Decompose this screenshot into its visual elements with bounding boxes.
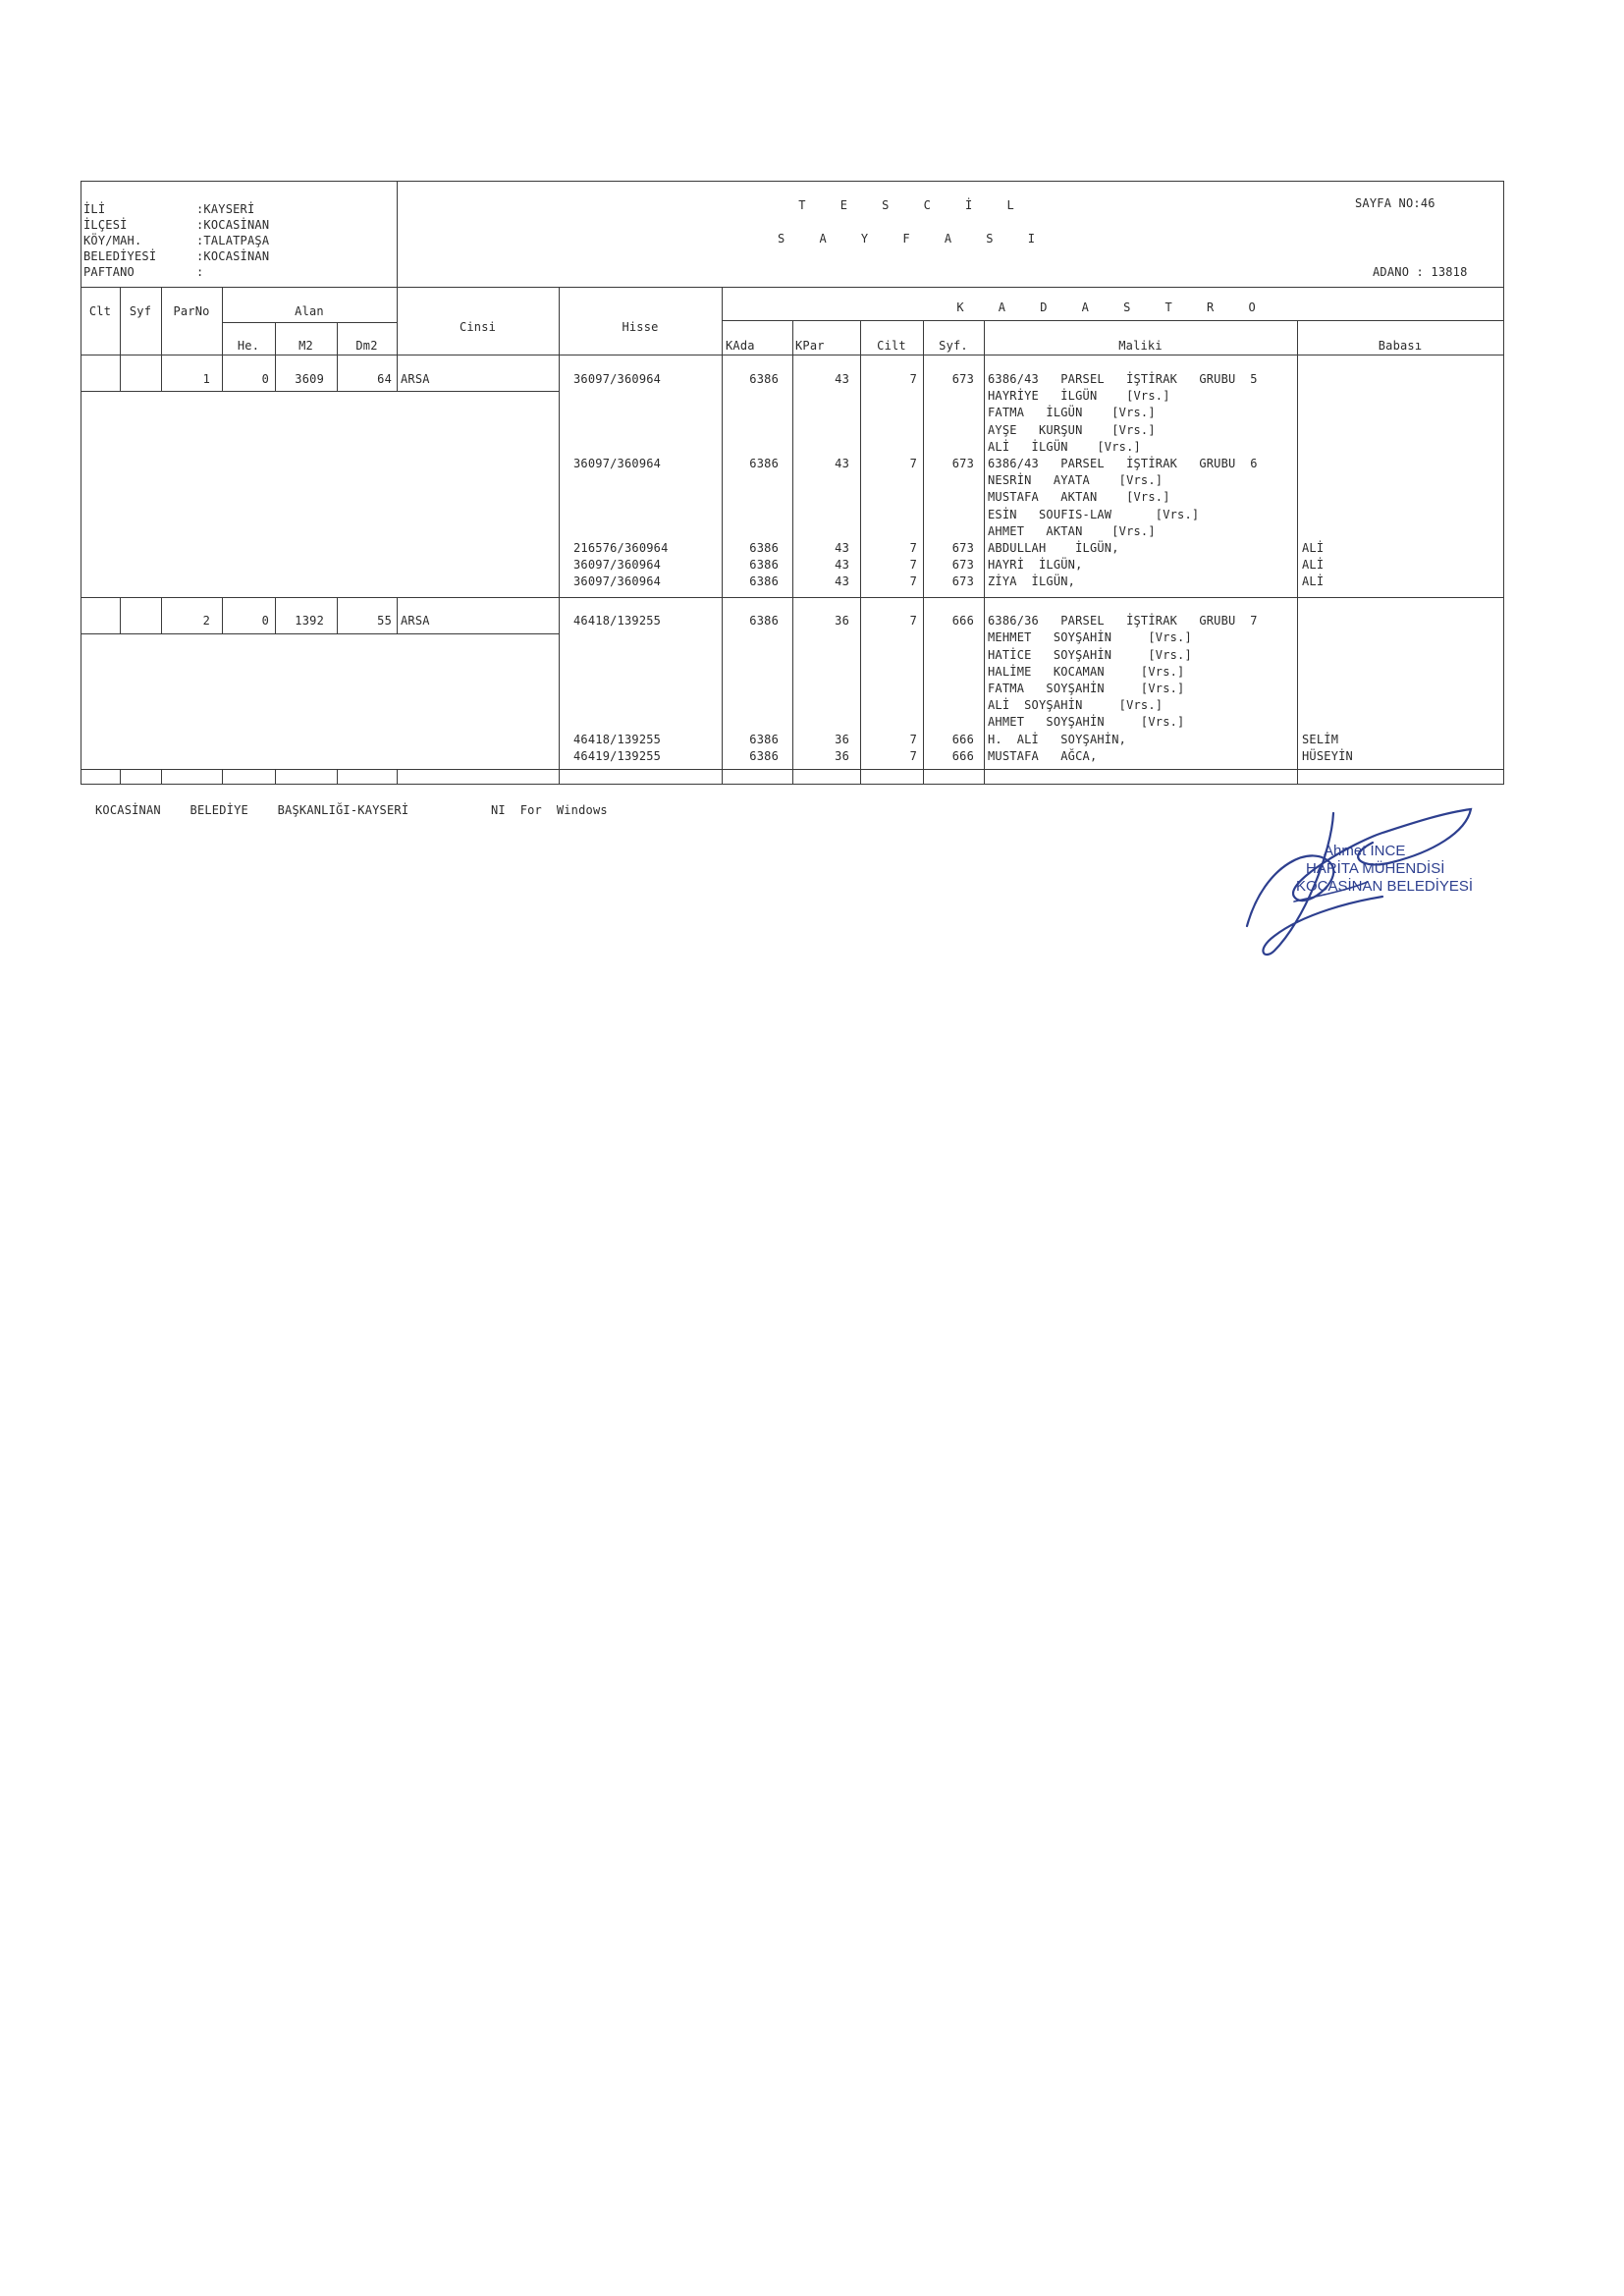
- maliki-cell: 6386/36 PARSEL İŞTİRAK GRUBU 7: [988, 614, 1258, 628]
- babasi-cell: ALİ: [1302, 574, 1325, 588]
- cilt-cell: 7: [909, 541, 917, 555]
- document-title-line2: S A Y F A S I: [778, 232, 1049, 246]
- kada-cell: 6386: [749, 372, 779, 386]
- parcel-cinsi: ARSA: [401, 614, 430, 628]
- kpar-cell: 43: [835, 541, 849, 555]
- col-line-m2-3: [337, 769, 338, 784]
- maliki-cell: H. ALİ SOYŞAHİN,: [988, 733, 1127, 746]
- col-line-clt-3: [120, 769, 121, 784]
- cilt-cell: 7: [909, 749, 917, 763]
- maliki-cell: ALİ İLGÜN [Vrs.]: [988, 440, 1141, 454]
- maliki-cell: AHMET SOYŞAHİN [Vrs.]: [988, 715, 1185, 729]
- stamp-organization: KOCASİNAN BELEDİYESİ: [1296, 878, 1474, 895]
- value-koy-mah: :TALATPAŞA: [196, 234, 270, 247]
- hisse-cell: 46418/139255: [573, 733, 662, 746]
- col-header-cinsi: Cinsi: [459, 320, 497, 334]
- babasi-cell: ALİ: [1302, 558, 1325, 572]
- footer-software: NI For Windows: [491, 803, 608, 817]
- value-belediyesi: :KOCASİNAN: [196, 249, 270, 263]
- info-box-divider: [397, 181, 398, 302]
- col-header-syf: Syf: [129, 304, 152, 318]
- col-header-parno: ParNo: [173, 304, 210, 318]
- maliki-cell: HAYRİYE İLGÜN [Vrs.]: [988, 389, 1170, 403]
- col-line-parno-3: [222, 769, 223, 784]
- maliki-cell: HAYRİ İLGÜN,: [988, 558, 1083, 572]
- maliki-cell: AHMET AKTAN [Vrs.]: [988, 524, 1156, 538]
- kpar-cell: 36: [835, 614, 849, 628]
- parcel-he: 0: [261, 614, 269, 628]
- cilt-cell: 7: [909, 372, 917, 386]
- cilt-cell: 7: [909, 457, 917, 470]
- col-line-he-3: [275, 769, 276, 784]
- col-header-cilt: Cilt: [877, 339, 906, 353]
- cilt-cell: 7: [909, 574, 917, 588]
- table-border-bottom: [81, 784, 1504, 785]
- syf-cell: 666: [951, 733, 974, 746]
- col-line-syf2: [984, 320, 985, 784]
- kada-cell: 6386: [749, 541, 779, 555]
- value-paftano: :: [196, 265, 204, 279]
- col-header-babasi: Babası: [1378, 339, 1423, 353]
- parcel-dm2: 64: [377, 372, 392, 386]
- col-line-dm2: [397, 287, 398, 391]
- kpar-cell: 36: [835, 749, 849, 763]
- kada-cell: 6386: [749, 733, 779, 746]
- table-border-right: [1503, 181, 1504, 784]
- stamp-title: HARİTA MÜHENDİSİ: [1306, 860, 1445, 877]
- hisse-cell: 36097/360964: [573, 558, 662, 572]
- hisse-cell: 36097/360964: [573, 457, 662, 470]
- maliki-cell: HALİME KOCAMAN [Vrs.]: [988, 665, 1185, 679]
- kpar-cell: 43: [835, 574, 849, 588]
- table-border-top: [81, 181, 1504, 182]
- value-ilcesi: :KOCASİNAN: [196, 218, 270, 232]
- syf-cell: 666: [951, 614, 974, 628]
- ada-number: ADANO : 13818: [1373, 265, 1468, 279]
- col-line-hisse: [722, 287, 723, 784]
- col-line-clt-2: [120, 597, 121, 633]
- maliki-cell: 6386/43 PARSEL İŞTİRAK GRUBU 5: [988, 372, 1258, 386]
- col-header-alan: Alan: [295, 304, 324, 318]
- kada-cell: 6386: [749, 558, 779, 572]
- col-header-he: He.: [237, 339, 260, 353]
- alan-divider: [222, 322, 397, 323]
- kpar-cell: 43: [835, 457, 849, 470]
- parcel-parno: 2: [202, 614, 210, 628]
- parcel-m2: 1392: [295, 614, 324, 628]
- parcel2-top-line: [81, 633, 559, 634]
- maliki-cell: ZİYA İLGÜN,: [988, 574, 1076, 588]
- col-header-maliki: Maliki: [1118, 339, 1163, 353]
- label-ilcesi: İLÇESİ: [83, 218, 128, 232]
- hisse-cell: 46419/139255: [573, 749, 662, 763]
- maliki-cell: ESİN SOUFIS-LAW [Vrs.]: [988, 508, 1200, 521]
- parcel-he: 0: [261, 372, 269, 386]
- parcel-cinsi: ARSA: [401, 372, 430, 386]
- col-header-clt: Clt: [88, 304, 112, 318]
- maliki-cell: ABDULLAH İLGÜN,: [988, 541, 1119, 555]
- syf-cell: 673: [951, 457, 974, 470]
- signature-stamp: [1235, 803, 1481, 960]
- maliki-cell: MEHMET SOYŞAHİN [Vrs.]: [988, 630, 1192, 644]
- cilt-cell: 7: [909, 733, 917, 746]
- kada-cell: 6386: [749, 749, 779, 763]
- col-header-dm2: Dm2: [355, 339, 378, 353]
- hisse-cell: 36097/360964: [573, 574, 662, 588]
- maliki-cell: MUSTAFA AĞCA,: [988, 749, 1098, 763]
- parcel1-top-line: [81, 391, 559, 392]
- label-paftano: PAFTANO: [83, 265, 135, 279]
- value-ili: :KAYSERİ: [196, 202, 255, 216]
- col-header-kada: KAda: [726, 339, 755, 353]
- babasi-cell: SELİM: [1302, 733, 1339, 746]
- col-header-kpar: KPar: [795, 339, 825, 353]
- stamp-name: Ahmet İNCE: [1324, 843, 1406, 859]
- syf-cell: 673: [951, 558, 974, 572]
- hisse-cell: 46418/139255: [573, 614, 662, 628]
- parcel-parno: 1: [202, 372, 210, 386]
- parcel-m2: 3609: [295, 372, 324, 386]
- babasi-cell: ALİ: [1302, 541, 1325, 555]
- maliki-cell: MUSTAFA AKTAN [Vrs.]: [988, 490, 1170, 504]
- header-bottom-line: [81, 287, 1504, 288]
- syf-cell: 666: [951, 749, 974, 763]
- col-line-maliki: [1297, 320, 1298, 784]
- kada-cell: 6386: [749, 574, 779, 588]
- maliki-cell: FATMA İLGÜN [Vrs.]: [988, 406, 1156, 419]
- col-header-hisse: Hisse: [622, 320, 659, 334]
- label-ili: İLİ: [83, 202, 106, 216]
- kadastro-divider: [722, 320, 1504, 321]
- kpar-cell: 43: [835, 372, 849, 386]
- kpar-cell: 43: [835, 558, 849, 572]
- label-belediyesi: BELEDİYESİ: [83, 249, 157, 263]
- col-line-syf-3: [161, 769, 162, 784]
- syf-cell: 673: [951, 372, 974, 386]
- parcel-dm2: 55: [377, 614, 392, 628]
- hisse-cell: 36097/360964: [573, 372, 662, 386]
- babasi-cell: HÜSEYİN: [1302, 749, 1353, 763]
- col-line-dm2-2: [397, 597, 398, 633]
- maliki-cell: AYŞE KURŞUN [Vrs.]: [988, 423, 1156, 437]
- cilt-cell: 7: [909, 614, 917, 628]
- syf-cell: 673: [951, 574, 974, 588]
- label-koy-mah: KÖY/MAH.: [83, 234, 142, 247]
- syf-cell: 673: [951, 541, 974, 555]
- col-line-dm2-3: [397, 769, 398, 784]
- col-header-kadastro: K A D A S T R O: [956, 301, 1270, 314]
- col-header-m2: M2: [298, 339, 313, 353]
- maliki-cell: FATMA SOYŞAHİN [Vrs.]: [988, 682, 1185, 695]
- maliki-cell: NESRİN AYATA [Vrs.]: [988, 473, 1164, 487]
- kpar-cell: 36: [835, 733, 849, 746]
- maliki-cell: 6386/43 PARSEL İŞTİRAK GRUBU 6: [988, 457, 1258, 470]
- document-title-line1: T E S C İ L: [798, 198, 1028, 212]
- cilt-cell: 7: [909, 558, 917, 572]
- col-header-syf2: Syf.: [939, 339, 968, 353]
- kada-cell: 6386: [749, 457, 779, 470]
- kada-cell: 6386: [749, 614, 779, 628]
- footer-organization: KOCASİNAN BELEDİYE BAŞKANLIĞI-KAYSERİ: [95, 803, 409, 817]
- col-line-cinsi: [559, 287, 560, 784]
- col-line-clt: [120, 287, 121, 391]
- hisse-cell: 216576/360964: [573, 541, 669, 555]
- maliki-cell: HATİCE SOYŞAHİN [Vrs.]: [988, 648, 1192, 662]
- page-number: SAYFA NO:46: [1355, 196, 1435, 210]
- maliki-cell: ALİ SOYŞAHİN [Vrs.]: [988, 698, 1164, 712]
